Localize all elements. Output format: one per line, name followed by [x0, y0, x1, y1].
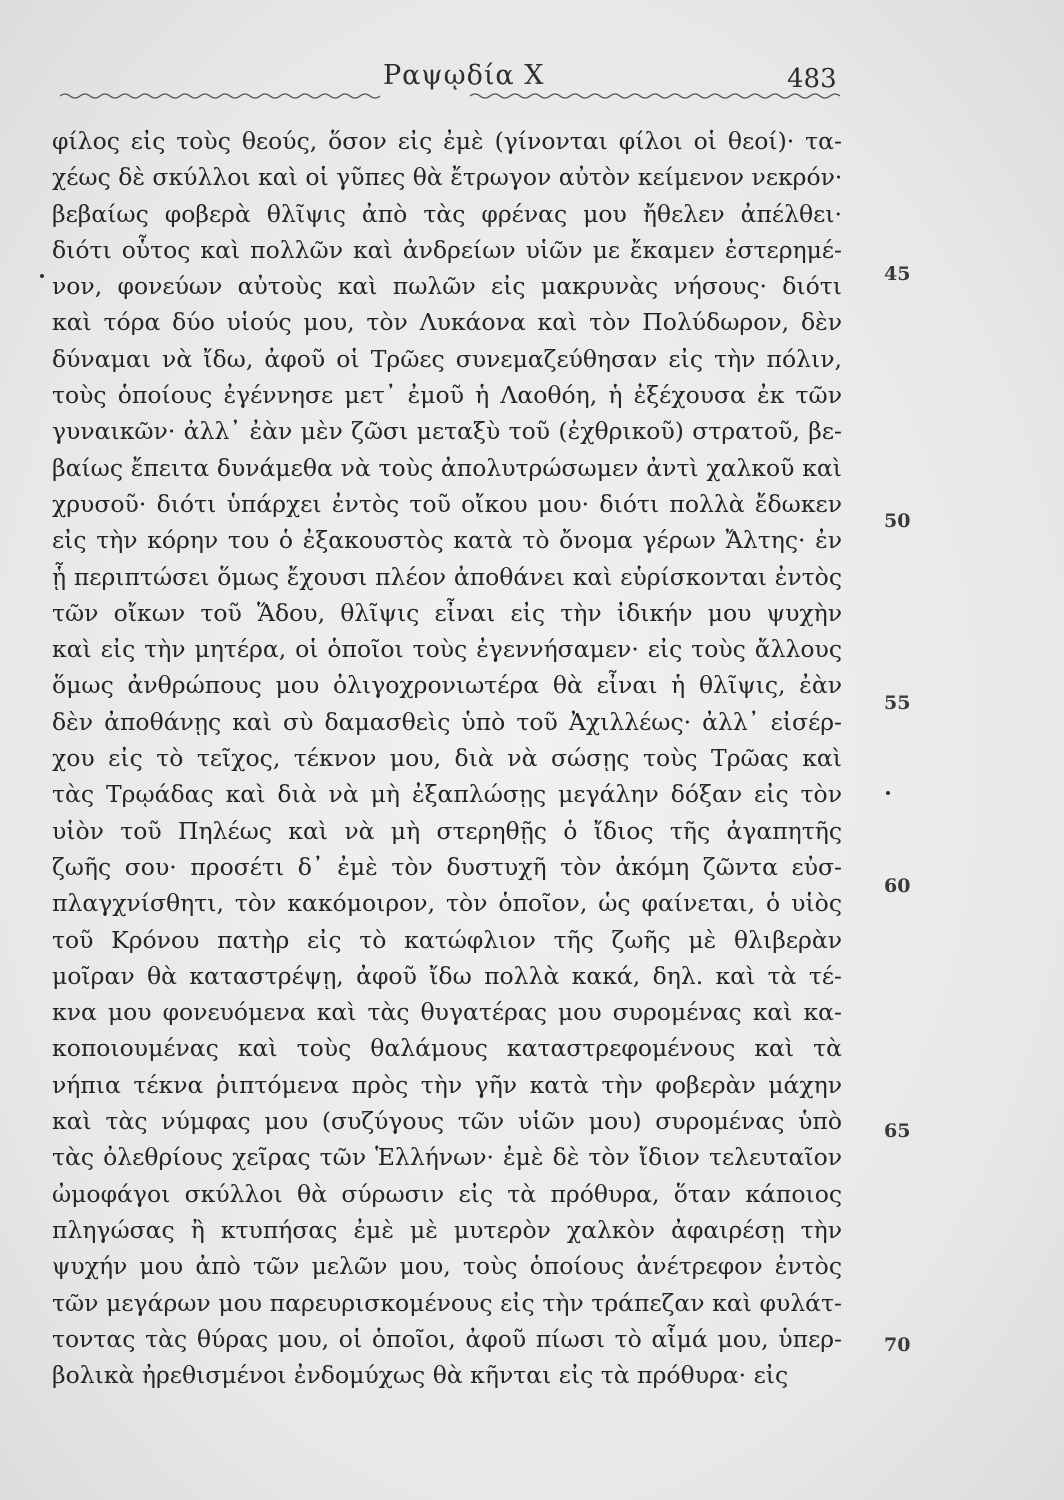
text-line: κνα μου φονευόμενα καὶ τὰς θυγατέρας μου συρομένας καὶ κα- [52, 998, 842, 1027]
text-line: διότι οὗτος καὶ πολλῶν καὶ ἀνδρείων υἱῶν με ἔκαμεν ἐστερημέ- [52, 235, 842, 264]
body-text [52, 123, 842, 1393]
text-line: ᾗ περιπτώσει ὅμως ἔχουσι πλέον ἀποθάνει καὶ εὑρίσκονται ἐντὸς [52, 562, 842, 591]
text-line: βεβαίως φοβερὰ θλῖψις ἀπὸ τὰς φρένας μου ἤθελεν ἀπέλθει· [52, 199, 842, 228]
header-rule [60, 90, 840, 102]
text-line: τοῦ Κρόνου πατὴρ εἰς τὸ κατώφλιον τῆς ζωῆς μὲ θλιβερὰν [52, 925, 842, 954]
page-header [0, 52, 1064, 112]
text-line: χρυσοῦ· διότι ὑπάρχει ἐντὸς τοῦ οἴκου μου· διότι πολλὰ ἔδωκεν [52, 489, 842, 518]
text-line: μοῖραν θὰ καταστρέψῃ, ἀφοῦ ἴδω πολλὰ κακά, δηλ. καὶ τὰ τέ- [52, 961, 842, 990]
text-line: νον, φονεύων αὐτοὺς καὶ πωλῶν εἰς μακρυνὰς νήσους· διότι [52, 272, 842, 301]
text-line: τῶν μεγάρων μου παρευρισκομένους εἰς τὴν τράπεζαν καὶ φυλάτ- [52, 1288, 842, 1317]
line-number-45: 45 [884, 263, 911, 285]
line-number-50: 50 [884, 510, 911, 532]
line-number-70: 70 [884, 1334, 911, 1356]
text-line: τῶν οἴκων τοῦ Ἅδου, θλῖψις εἶναι εἰς τὴν ἰδικήν μου ψυχὴν [52, 598, 842, 627]
text-line: βολικὰ ἠρεθισμένοι ἐνδομύχως θὰ κῆνται εἰς τὰ πρόθυρα· εἰς [52, 1361, 789, 1390]
text-line: ζωῆς σου· προσέτι δ᾽ ἐμὲ τὸν δυστυχῆ τὸν ἀκόμη ζῶντα εὐσ- [52, 852, 842, 881]
text-line: φίλος εἰς τοὺς θεούς, ὅσον εἰς ἐμὲ (γίνονται φίλοι οἱ θεοί)· τα- [52, 127, 842, 155]
text-line: τὰς ὀλεθρίους χεῖρας τῶν Ἑλλήνων· ἐμὲ δὲ τὸν ἴδιον τελευταῖον [52, 1143, 842, 1172]
text-line: καὶ τόρα δύο υἱούς μου, τὸν Λυκάονα καὶ τὸν Πολύδωρον, δὲν [52, 308, 842, 337]
text-line: χέως δὲ σκύλλοι καὶ οἱ γῦπες θὰ ἔτρωγον αὐτὸν κείμενον νεκρόν· [52, 163, 842, 192]
text-line: νήπια τέκνα ῥιπτόμενα πρὸς τὴν γῆν κατὰ τὴν φοβερὰν μάχην [52, 1070, 842, 1099]
text-line: τὰς Τρῳάδας καὶ διὰ νὰ μὴ ἐξαπλώσῃς μεγάλην δόξαν εἰς τὸν [52, 780, 842, 809]
text-line: πληγώσας ἢ κτυπήσας ἐμὲ μὲ μυτερὸν χαλκὸν ἀφαιρέσῃ τὴν [52, 1215, 842, 1244]
text-line: τοντας τὰς θύρας μου, οἱ ὁποῖοι, ἀφοῦ πίωσι τὸ αἷμά μου, ὑπερ- [52, 1324, 842, 1353]
text-line: ὠμοφάγοι σκύλλοι θὰ σύρωσιν εἰς τὰ πρόθυρα, ὅταν κάποιος [52, 1179, 842, 1208]
text-line: ψυχήν μου ἀπὸ τῶν μελῶν μου, τοὺς ὁποίους ἀνέτρεφον ἐντὸς [52, 1252, 842, 1281]
text-line: χου εἰς τὸ τεῖχος, τέκνον μου, διὰ νὰ σώσῃς τοὺς Τρῶας καὶ [52, 744, 842, 773]
text-line: εἰς τὴν κόρην του ὁ ἐξακουστὸς κατὰ τὸ ὄνομα γέρων Ἄλτης· ἐν [52, 526, 842, 555]
ink-speck [886, 791, 890, 795]
text-line: υἱὸν τοῦ Πηλέως καὶ νὰ μὴ στερηθῇς ὁ ἴδιος τῆς ἀγαπητῆς [52, 816, 842, 845]
text-line: καὶ τὰς νύμφας μου (συζύγους τῶν υἱῶν μου) συρομένας ὑπὸ [52, 1107, 842, 1136]
running-title: Ραψῳδία Χ [383, 60, 545, 91]
line-number-60: 60 [884, 875, 911, 897]
text-line: τοὺς ὁποίους ἐγέννησε μετ᾽ ἐμοῦ ἡ Λαοθόη, ἡ ἐξέχουσα ἐκ τῶν [52, 381, 842, 410]
text-line: πλαγχνίσθητι, τὸν κακόμοιρον, τὸν ὁποῖον, ὡς φαίνεται, ὁ υἱὸς [52, 889, 842, 918]
text-line: δὲν ἀποθάνῃς καὶ σὺ δαμασθεὶς ὑπὸ τοῦ Ἀχιλλέως· ἀλλ᾽ εἰσέρ- [52, 707, 842, 736]
text-line: κοποιουμένας καὶ τοὺς θαλάμους καταστρεφομένους καὶ τὰ [52, 1034, 842, 1063]
text-line: βαίως ἔπειτα δυνάμεθα νὰ τοὺς ἀπολυτρώσωμεν ἀντὶ χαλκοῦ καὶ [52, 453, 842, 482]
text-line: γυναικῶν· ἀλλ᾽ ἐὰν μὲν ζῶσι μεταξὺ τοῦ (ἐχθρικοῦ) στρατοῦ, βε- [52, 417, 842, 446]
ink-speck [40, 274, 44, 278]
text-line: ὅμως ἀνθρώπους μου ὀλιγοχρονιωτέρα θὰ εἶναι ἡ θλῖψις, ἐὰν [52, 671, 842, 700]
line-number-55: 55 [884, 692, 911, 714]
line-number-65: 65 [884, 1120, 911, 1142]
text-line: καὶ εἰς τὴν μητέρα, οἱ ὁποῖοι τοὺς ἐγεννήσαμεν· εἰς τοὺς ἄλλους [52, 635, 842, 664]
text-line: δύναμαι νὰ ἴδω, ἀφοῦ οἱ Τρῶες συνεμαζεύθησαν εἰς τὴν πόλιν, [52, 344, 842, 373]
page-number: 483 [787, 64, 837, 94]
